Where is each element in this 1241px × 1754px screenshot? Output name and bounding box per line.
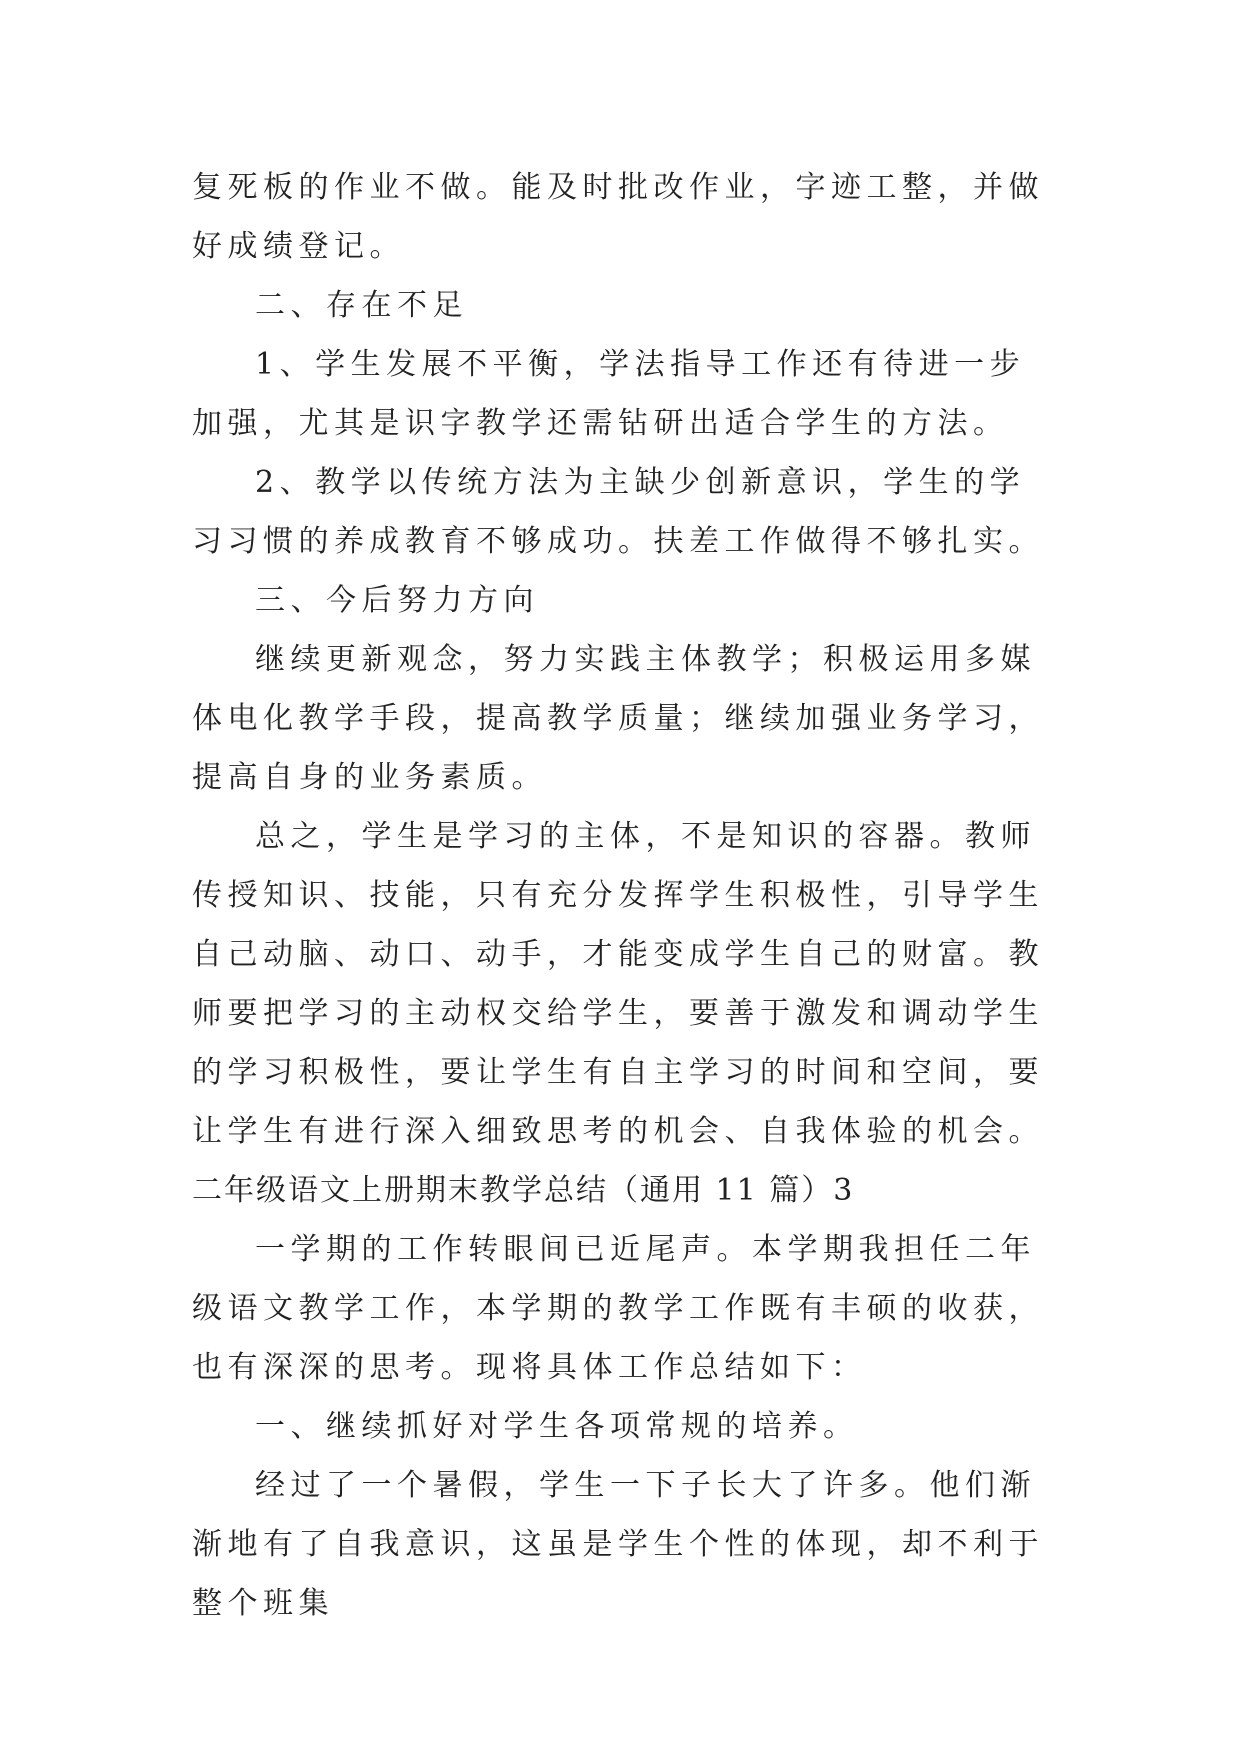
body-paragraph: 继续更新观念，努力实践主体教学；积极运用多媒体电化教学手段，提高教学质量；继续加强业务学习，提高自身的业务素质。 — [192, 642, 1044, 795]
body-paragraph: 1、学生发展不平衡，学法指导工作还有待进一步加强，尤其是识字教学还需钻研出适合学生的方法。 — [192, 347, 1026, 441]
document-body — [192, 158, 1060, 1633]
article-title: 二年级语文上册期末教学总结（通用 11 篇）3 — [192, 1173, 855, 1208]
body-paragraph: 2、教学以传统方法为主缺少创新意识，学生的学习习惯的养成教育不够成功。扶差工作做得不够扎实。 — [192, 465, 1044, 559]
body-paragraph: 一学期的工作转眼间已近尾声。本学期我担任二年级语文教学工作，本学期的教学工作既有丰硕的收获，也有深深的思考。现将具体工作总结如下： — [192, 1232, 1044, 1385]
section-heading: 三、今后努力方向 — [255, 583, 539, 618]
body-paragraph: 总之，学生是学习的主体，不是知识的容器。教师传授知识、技能，只有充分发挥学生积极性，引导学生自己动脑、动口、动手，才能变成学生自己的财富。教师要把学习的主动权交给学生，要善于激发和调动学生的学习积极性，要让学生有自主学习的时间和空间，要让学生有进行深入细致思考的机会、自我体验的机会。 — [192, 819, 1044, 1149]
body-paragraph: 经过了一个暑假，学生一下子长大了许多。他们渐渐地有了自我意识，这虽是学生个性的体现，却不利于整个班集 — [192, 1468, 1044, 1621]
section-heading: 一、继续抓好对学生各项常规的培养。 — [255, 1409, 859, 1444]
body-paragraph: 复死板的作业不做。能及时批改作业，字迹工整，并做好成绩登记。 — [192, 170, 1044, 264]
section-heading: 二、存在不足 — [255, 288, 468, 323]
